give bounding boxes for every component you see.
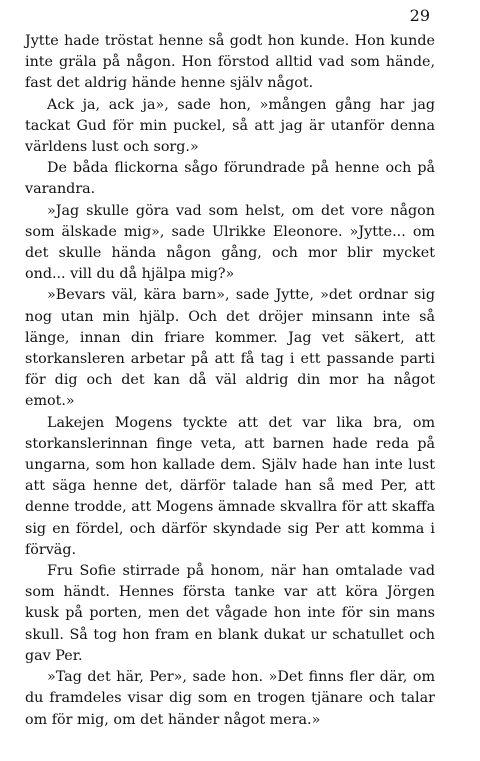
paragraph-2: Ack ja, ack ja», sade hon, »mången gång har jag tackat Gud för min puckel, så att jag är utanför denna världens lust och sorg.» [25,96,435,156]
paragraph-4: »Jag skulle göra vad som helst, om det vore någon som älskade mig», sade Ulrikke Eleonore. »Jytte... om det skulle hända någon gång, och mor blir mycket ond... vill du då hjälpa mig?» [25,202,435,283]
paragraph-5: »Bevars väl, kära barn», sade Jytte, »det ordnar sig nog utan min hjälp. Och det dröjer minsann inte så länge, innan din friare kommer. Jag vet säkert, att storkansleren arbetar på att få tag i ett passande parti för dig och det kan då väl aldrig din mor ha något emot.» [25,287,435,410]
paragraph-1: Jytte hade tröstat henne så godt hon kunde. Hon kunde inte gräla på någon. Hon förstod alltid vad som hände, fast det aldrig hände henne själv något. [25,33,435,92]
body-text [25,31,435,731]
paragraph-7: Fru Sofie stirrade på honom, när han omtalade vad som händt. Hennes första tanke var att köra Jörgen kusk på porten, men det vågade hon inte för sin mans skull. Så tog hon fram en blank dukat ur schatullet och gav Per. [25,563,435,664]
paragraph-6: Lakejen Mogens tyckte att det var lika bra, om storkanslerinnan finge veta, att barnen hade reda på ungarna, som hon kallade dem. Själv hade han inte lust att säga henne det, därför talade han så med Per, att denne trodde, att Mogens ämnade skvallra för att skaffa sig en fördel, och därför skyndade sig Per att komma i förväg. [25,414,435,558]
paragraph-8: »Tag det här, Per», sade hon. »Det finns fler där, om du framdeles visar dig som en trogen tjänare och talar om för mig, om det händer något mera.» [25,669,435,728]
page-number: 29 [409,6,430,25]
paragraph-3: De båda flickorna sågo förundrade på henne och på varandra. [25,160,435,198]
